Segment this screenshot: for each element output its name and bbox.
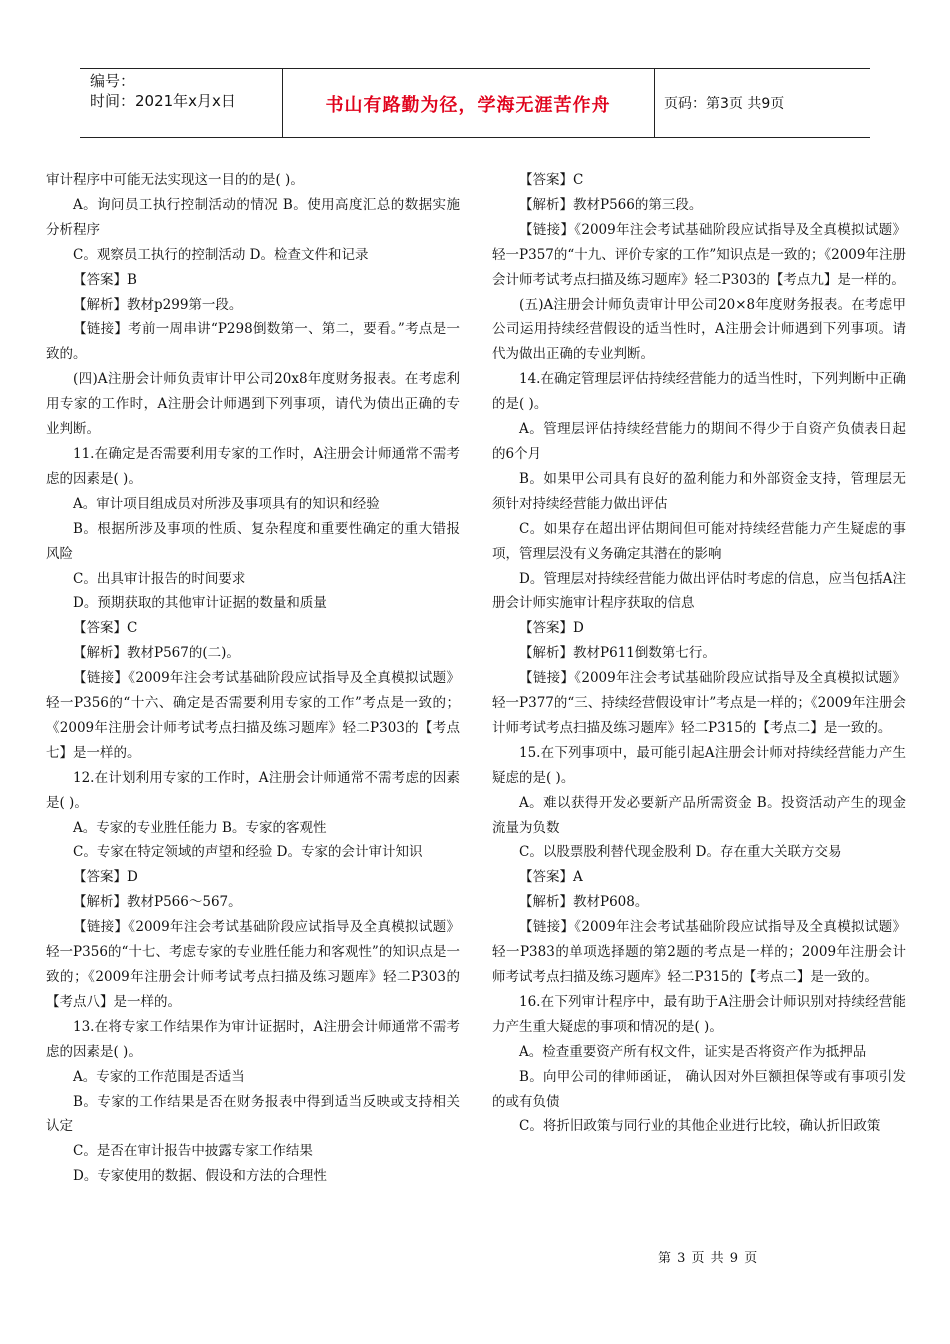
analysis-line: 【解析】教材P611倒数第七行。: [519, 645, 716, 662]
link-line: 【链接】《2009年注会考试基础阶段应试指导及全真模拟试题》轻一P356的“十七、考虑专家的专业胜任能力和客观性”的知识点是一致的；《2009年注册会计师考试考点扫描及练习题库》轻二P303的【考点八】是一样的。: [46, 919, 460, 1010]
question-15: 15.在下列事项中，最可能引起A注册会计师对持续经营能力产生疑虑的是( )。: [492, 744, 906, 786]
answer-line: 【答案】D: [73, 869, 138, 886]
answer-line: 【答案】A: [519, 869, 583, 886]
answer-line: 【答案】C: [519, 172, 584, 188]
option: D。管理层对持续经营能力做出评估时考虑的信息，应当包括A注册会计师实施审计程序获取的信息: [492, 570, 906, 612]
analysis-line: 【解析】教材p299第一段。: [73, 296, 243, 313]
option: C。以股票股利替代现金股利 D。存在重大关联方交易: [519, 844, 842, 861]
option: B。专家的工作结果是否在财务报表中得到适当反映或支持相关认定: [46, 1093, 460, 1135]
paragraph: C。观察员工执行的控制活动 D。检查文件和记录: [73, 246, 369, 263]
option: D。专家使用的数据、假设和方法的合理性: [73, 1168, 327, 1185]
question-12: 12.在计划利用专家的工作时，A注册会计师通常不需考虑的因素是( )。: [46, 769, 460, 811]
link-line: 【链接】《2009年注会考试基础阶段应试指导及全真模拟试题》轻一P383的单项选择题的第2题的考点是一样的；2009年注册会计师考试考点扫描及练习题库》轻二P315的【考点二】是一致的。: [492, 919, 906, 985]
option: A。专家的工作范围是否适当: [73, 1068, 245, 1085]
option: A。专家的专业胜任能力 B。专家的客观性: [73, 819, 327, 836]
option: C。出具审计报告的时间要求: [73, 570, 246, 587]
option: C。专家在特定领域的声望和经验 D。专家的会计审计知识: [73, 844, 423, 861]
option: A。管理层评估持续经营能力的期间不得少于自资产负债表日起的6个月: [492, 421, 906, 462]
section-intro: (五)A注册会计师负责审计甲公司20×8年度财务报表。在考虑甲公司运用持续经营假设的适当性时，A注册会计师遇到下列事项。请代为做出正确的专业判断。: [492, 296, 906, 363]
analysis-line: 【解析】教材P567的(二)。: [73, 645, 240, 662]
answer-line: 【答案】B: [73, 271, 137, 288]
link-line: 【链接】《2009年注会考试基础阶段应试指导及全真模拟试题》轻一P356的“十六、确定是否需要利用专家的工作”考点是一致的；《2009年注册会计师考试考点扫描及练习题库》轻二P303的【考点七】是一样的。: [46, 670, 460, 761]
option: B。如果甲公司具有良好的盈利能力和外部资金支持，管理层无须针对持续经营能力做出评估: [492, 470, 906, 512]
question-14: 14.在确定管理层评估持续经营能力的适当性时，下列判断中正确的是( )。: [492, 371, 906, 413]
analysis-line: 【解析】教材P566～567。: [73, 894, 242, 911]
document-time-label: 时间：2021年x月x日: [90, 92, 236, 110]
link-line: 【链接】《2009年注会考试基础阶段应试指导及全真模拟试题》轻一P357的“十九、评价专家的工作”知识点是一致的；《2009年注册会计师考试考点扫描及练习题库》轻二P303的【考点九】是一样的。: [492, 221, 906, 288]
option: B。根据所涉及事项的性质、复杂程度和重要性确定的重大错报风险: [46, 520, 460, 562]
page-header: [80, 68, 870, 138]
option: A。审计项目组成员对所涉及事项具有的知识和经验: [73, 495, 380, 512]
analysis-line: 【解析】教材P566的第三段。: [519, 196, 703, 213]
left-column: [46, 168, 460, 1189]
option: C。将折旧政策与同行业的其他企业进行比较，确认折旧政策: [519, 1118, 881, 1135]
header-page-number: 页码：第3页 共9页: [664, 96, 785, 112]
answer-line: 【答案】C: [73, 620, 138, 637]
analysis-line: 【解析】教材P608。: [519, 894, 649, 911]
question-11: 11.在确定是否需要利用专家的工作时，A注册会计师通常不需考虑的因素是( )。: [46, 445, 460, 487]
paragraph: 审计程序中可能无法实现这一目的的是( )。: [46, 172, 304, 188]
option: C。如果存在超出评估期间但可能对持续经营能力产生疑虑的事项，管理层没有义务确定其潜在的影响: [492, 520, 906, 562]
header-motto: 书山有路勤为径，学海无涯苦作舟: [325, 95, 611, 116]
answer-line: 【答案】D: [519, 620, 584, 637]
header-meta: [90, 71, 280, 111]
right-column: [492, 168, 906, 1139]
option: A。检查重要资产所有权文件，证实是否将资产作为抵押品: [519, 1043, 867, 1060]
option: A。难以获得开发必要新产品所需资金 B。投资活动产生的现金流量为负数: [492, 794, 906, 836]
option: B。向甲公司的律师函证， 确认因对外巨额担保等或有事项引发的或有负债: [492, 1068, 906, 1110]
link-line: 【链接】《2009年注会考试基础阶段应试指导及全真模拟试题》轻一P377的“三、持续经营假设审计”考点是一样的；《2009年注册会计师考试考点扫描及练习题库》轻二P315的【考点二】是一致的。: [492, 670, 906, 736]
option: C。是否在审计报告中披露专家工作结果: [73, 1143, 313, 1160]
option: D。预期获取的其他审计证据的数量和质量: [73, 595, 327, 612]
header-divider: [654, 69, 655, 137]
paragraph: A。询问员工执行控制活动的情况 B。使用高度汇总的数据实施分析程序: [46, 196, 460, 238]
question-13: 13.在将专家工作结果作为审计证据时，A注册会计师通常不需考虑的因素是( )。: [46, 1018, 460, 1060]
page-footer: 第 3 页 共 9 页: [658, 1251, 759, 1266]
link-line: 【链接】考前一周串讲“P298倒数第一、第二，要看。”考点是一致的。: [46, 321, 460, 363]
question-16: 16.在下列审计程序中，最有助于A注册会计师识别对持续经营能力产生重大疑虑的事项和情况的是( )。: [492, 993, 906, 1035]
section-intro: (四)A注册会计师负责审计甲公司20x8年度财务报表。在考虑利用专家的工作时，A注册会计师遇到下列事项，请代为债出正确的专业判断。: [46, 371, 460, 438]
document-number-label: 编号：: [90, 72, 136, 90]
